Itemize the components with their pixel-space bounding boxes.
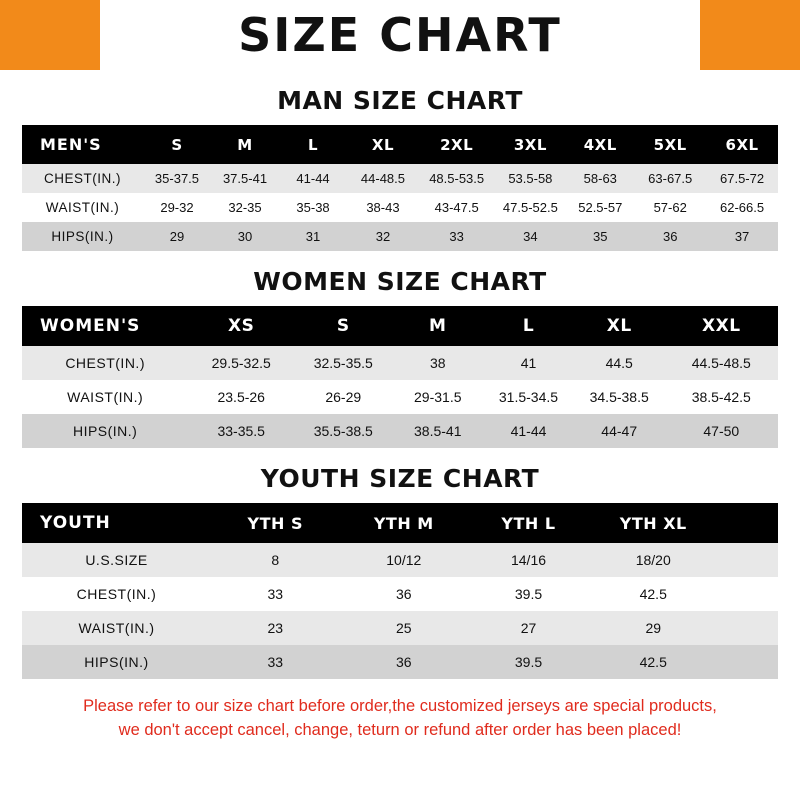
women-header-cell: S <box>336 316 350 336</box>
cell: 29.5-32.5 <box>211 355 271 371</box>
cell: 41 <box>520 355 537 371</box>
cell: 44-48.5 <box>360 171 405 186</box>
cell: 27 <box>520 620 537 636</box>
header-banner <box>0 0 800 70</box>
cell: 33 <box>267 586 284 602</box>
youth-header-cell: YTH M <box>373 513 434 533</box>
cell: 29-32 <box>160 200 194 215</box>
cell: 42.5 <box>639 654 667 670</box>
cell: 52.5-57 <box>578 200 623 215</box>
women-header-row <box>22 306 778 346</box>
cell: 29-31.5 <box>414 389 462 405</box>
cell: 18/20 <box>635 552 671 568</box>
cell: 32 <box>375 229 391 244</box>
header-banner-inner <box>100 0 700 70</box>
women-size-table <box>22 306 778 448</box>
cell: 35 <box>593 229 608 244</box>
cell: 37.5-41 <box>222 171 268 186</box>
cell: 39.5 <box>514 654 543 670</box>
youth-header-cell: YTH L <box>501 513 556 533</box>
cell: 57-62 <box>653 200 687 215</box>
youth-header-cell: YTH XL <box>619 513 687 533</box>
cell: 37 <box>734 229 750 244</box>
row-label: CHEST(IN.) <box>76 586 157 602</box>
man-header-cell: L <box>308 135 319 154</box>
cell: 43-47.5 <box>434 200 479 215</box>
man-header-row <box>22 125 778 164</box>
man-header-cell: MEN'S <box>40 135 102 154</box>
table-row <box>22 543 778 577</box>
women-header-cell: L <box>522 316 535 336</box>
row-label: WAIST(IN.) <box>45 200 120 215</box>
row-label: CHEST(IN.) <box>43 171 121 186</box>
women-header-cell: XL <box>606 316 632 336</box>
order-notice-line-1: Please refer to our size chart before order,the customized jerseys are special products, <box>83 697 717 715</box>
table-row <box>22 346 778 380</box>
women-header-cell: M <box>429 316 447 336</box>
man-header-cell: 4XL <box>583 135 617 154</box>
order-notice <box>22 695 778 743</box>
women-header-cell: XS <box>228 316 255 336</box>
table-row <box>22 380 778 414</box>
youth-section-title: YOUTH SIZE CHART <box>260 464 540 493</box>
youth-header-cell: YTH S <box>247 513 303 533</box>
cell: 29 <box>645 620 662 636</box>
order-notice-line-2: we don't accept cancel, change, teturn or refund after order has been placed! <box>118 720 682 739</box>
table-row <box>22 164 778 193</box>
table-row <box>22 645 778 679</box>
cell: 44.5-48.5 <box>691 355 751 371</box>
row-label: HIPS(IN.) <box>51 229 114 244</box>
chart-content <box>0 86 800 743</box>
cell: 34 <box>523 229 538 244</box>
cell: 39.5 <box>514 586 543 602</box>
man-header-cell: 6XL <box>725 135 759 154</box>
cell: 58-63 <box>583 171 617 186</box>
cell: 31 <box>305 229 321 244</box>
cell: 10/12 <box>386 552 422 568</box>
youth-header-row <box>22 503 778 543</box>
youth-header-spacer <box>718 503 779 543</box>
table-row <box>22 577 778 611</box>
cell: 42.5 <box>639 586 667 602</box>
cell: 33 <box>449 229 464 244</box>
cell: 35.5-38.5 <box>313 423 373 439</box>
cell: 38 <box>429 355 446 371</box>
cell: 8 <box>271 552 280 568</box>
cell: 35-38 <box>296 200 330 215</box>
man-header-cell: XL <box>371 135 395 154</box>
cell: 32-35 <box>228 200 262 215</box>
cell: 62-66.5 <box>720 200 765 215</box>
cell: 31.5-34.5 <box>498 389 559 405</box>
cell: 53.5-58 <box>508 171 553 186</box>
row-label: CHEST(IN.) <box>65 355 145 371</box>
row-label: WAIST(IN.) <box>78 620 155 636</box>
man-header-cell: M <box>237 135 253 154</box>
row-label: WAIST(IN.) <box>67 389 144 405</box>
women-header-cell: WOMEN'S <box>40 316 141 336</box>
cell: 44-47 <box>601 423 638 439</box>
cell: 67.5-72 <box>720 171 765 186</box>
youth-header-cell: YOUTH <box>40 513 111 533</box>
cell: 38.5-41 <box>414 423 462 439</box>
row-label: HIPS(IN.) <box>72 423 138 439</box>
table-row <box>22 611 778 645</box>
cell: 36 <box>395 586 412 602</box>
cell: 30 <box>237 229 253 244</box>
cell: 23 <box>267 620 284 636</box>
man-header-cell: 3XL <box>513 135 547 154</box>
women-header-cell: XXL <box>702 316 741 336</box>
cell: 33 <box>267 654 284 670</box>
cell-spacer <box>718 577 779 611</box>
cell: 38-43 <box>366 200 400 215</box>
cell: 41-44 <box>296 171 330 186</box>
cell: 38.5-42.5 <box>691 389 751 405</box>
cell: 34.5-38.5 <box>589 389 649 405</box>
table-row <box>22 414 778 448</box>
cell: 25 <box>395 620 412 636</box>
row-label: HIPS(IN.) <box>84 654 149 670</box>
page-title: SIZE CHART <box>238 8 562 62</box>
cell: 23.5-26 <box>217 389 265 405</box>
cell: 41-44 <box>510 423 547 439</box>
man-size-table <box>22 125 778 251</box>
cell: 36 <box>395 654 412 670</box>
table-row <box>22 222 778 251</box>
cell: 36 <box>662 229 678 244</box>
man-header-cell: 5XL <box>653 135 687 154</box>
man-header-cell: S <box>171 135 183 154</box>
row-label: U.S.SIZE <box>85 552 148 568</box>
youth-size-table <box>22 503 778 679</box>
cell-spacer <box>718 645 779 679</box>
cell: 48.5-53.5 <box>429 171 485 186</box>
table-row <box>22 193 778 222</box>
cell: 29 <box>169 229 185 244</box>
cell-spacer <box>718 611 779 645</box>
man-section-title: MAN SIZE CHART <box>277 86 523 115</box>
cell: 47.5-52.5 <box>502 200 558 215</box>
cell-spacer <box>718 543 779 577</box>
cell: 63-67.5 <box>648 171 693 186</box>
cell: 47-50 <box>703 423 740 439</box>
cell: 33-35.5 <box>217 423 265 439</box>
cell: 14/16 <box>510 552 547 568</box>
man-header-cell: 2XL <box>440 135 474 154</box>
cell: 32.5-35.5 <box>313 355 373 371</box>
cell: 44.5 <box>605 355 633 371</box>
cell: 26-29 <box>325 389 362 405</box>
women-section-title: WOMEN SIZE CHART <box>253 267 547 296</box>
cell: 35-37.5 <box>154 171 200 186</box>
